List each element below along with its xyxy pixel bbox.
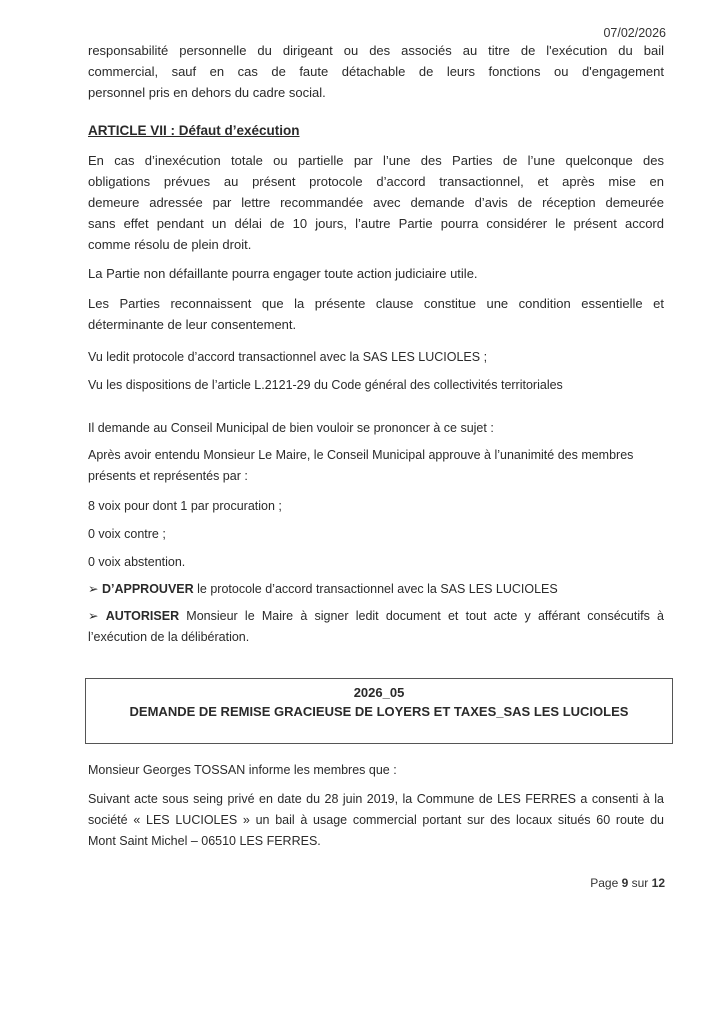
arrow-bullet-icon: ➢ (88, 609, 99, 623)
text-line: présents et représentés par : (88, 469, 248, 483)
page-number (590, 876, 665, 890)
section-intro: Monsieur Georges TOSSAN informe les membres que : (88, 763, 397, 777)
page-total: 12 (651, 876, 665, 890)
deliberation-title-box (85, 678, 673, 744)
section-paragraph (88, 789, 664, 852)
text-line: En cas d’inexécution totale ou partielle par l’une des Parties de l’une quelconque des (88, 153, 664, 168)
text-line: demeure adressée par lettre recommandée avec demande d’avis de réception demeurée (88, 195, 664, 210)
intro-paragraph (88, 40, 664, 103)
deliberation-title: DEMANDE DE REMISE GRACIEUSE DE LOYERS ET TAXES_SAS LES LUCIOLES (129, 704, 629, 719)
decision-approve (88, 579, 664, 600)
deliberation-number: 2026_05 (353, 685, 405, 700)
arrow-bullet-icon: ➢ (88, 582, 99, 596)
text-line: Les Parties reconnaissent que la présente clause constitue une condition essentielle et (88, 296, 664, 311)
article-paragraph (88, 293, 664, 335)
vote-pour: 8 voix pour dont 1 par procuration ; (88, 499, 282, 513)
text-line: obligations prévues au présent protocole d’accord transactionnel, et après mise en (88, 174, 664, 189)
page-prefix: Page (590, 876, 622, 890)
text-line: responsabilité personnelle du dirigeant ou des associés au titre de l'exécution du bail (88, 43, 664, 58)
decision-text: le protocole d’accord transactionnel avec la SAS LES LUCIOLES (193, 582, 558, 596)
header-date: 07/02/2026 (603, 26, 666, 40)
considerant: Vu ledit protocole d’accord transactionnel avec la SAS LES LUCIOLES ; (88, 350, 488, 364)
vote-abstention: 0 voix abstention. (88, 555, 186, 569)
considerant: Vu les dispositions de l’article L.2121-29 du Code général des collectivités territoriales (88, 378, 563, 392)
article-heading: ARTICLE VII : Défaut d’exécution (88, 123, 300, 138)
text-line (88, 606, 664, 627)
article-paragraph: La Partie non défaillante pourra engager toute action judiciaire utile. (88, 266, 478, 281)
page-current: 9 (621, 876, 629, 890)
decision-text: Monsieur le Maire à signer ledit document et tout acte y afférant consécutifs à (179, 609, 664, 623)
vote-contre: 0 voix contre ; (88, 527, 166, 541)
text-line: déterminante de leur consentement. (88, 317, 297, 332)
article-paragraph (88, 150, 664, 255)
text-line: société « LES LUCIOLES » un bail à usage commercial portant sur des locaux situés 60 route du (88, 813, 664, 827)
approval-text (88, 445, 664, 487)
request-text: Il demande au Conseil Municipal de bien vouloir se prononcer à ce sujet : (88, 421, 494, 435)
text-line: personnel pris en dehors du cadre social. (88, 85, 326, 100)
text-line: Après avoir entendu Monsieur Le Maire, le Conseil Municipal approuve à l’unanimité des membres (88, 448, 634, 462)
text-line: commercial, sauf en cas de faute détachable de leurs fonctions ou d'engagement (88, 64, 664, 79)
text-line: Suivant acte sous seing privé en date du 28 juin 2019, la Commune de LES FERRES a consenti à la (88, 792, 664, 806)
page-middle: sur (628, 876, 652, 890)
text-line: sans effet pendant un délai de 10 jours, l’autre Partie pourra considérer le présent accord (88, 216, 664, 231)
decision-authorize (88, 606, 664, 648)
text-line: comme résolu de plein droit. (88, 237, 252, 252)
text-line: l’exécution de la délibération. (88, 630, 250, 644)
decision-keyword: AUTORISER (105, 609, 180, 623)
text-line: Mont Saint Michel – 06510 LES FERRES. (88, 834, 321, 848)
decision-keyword: D’APPROUVER (101, 582, 194, 596)
